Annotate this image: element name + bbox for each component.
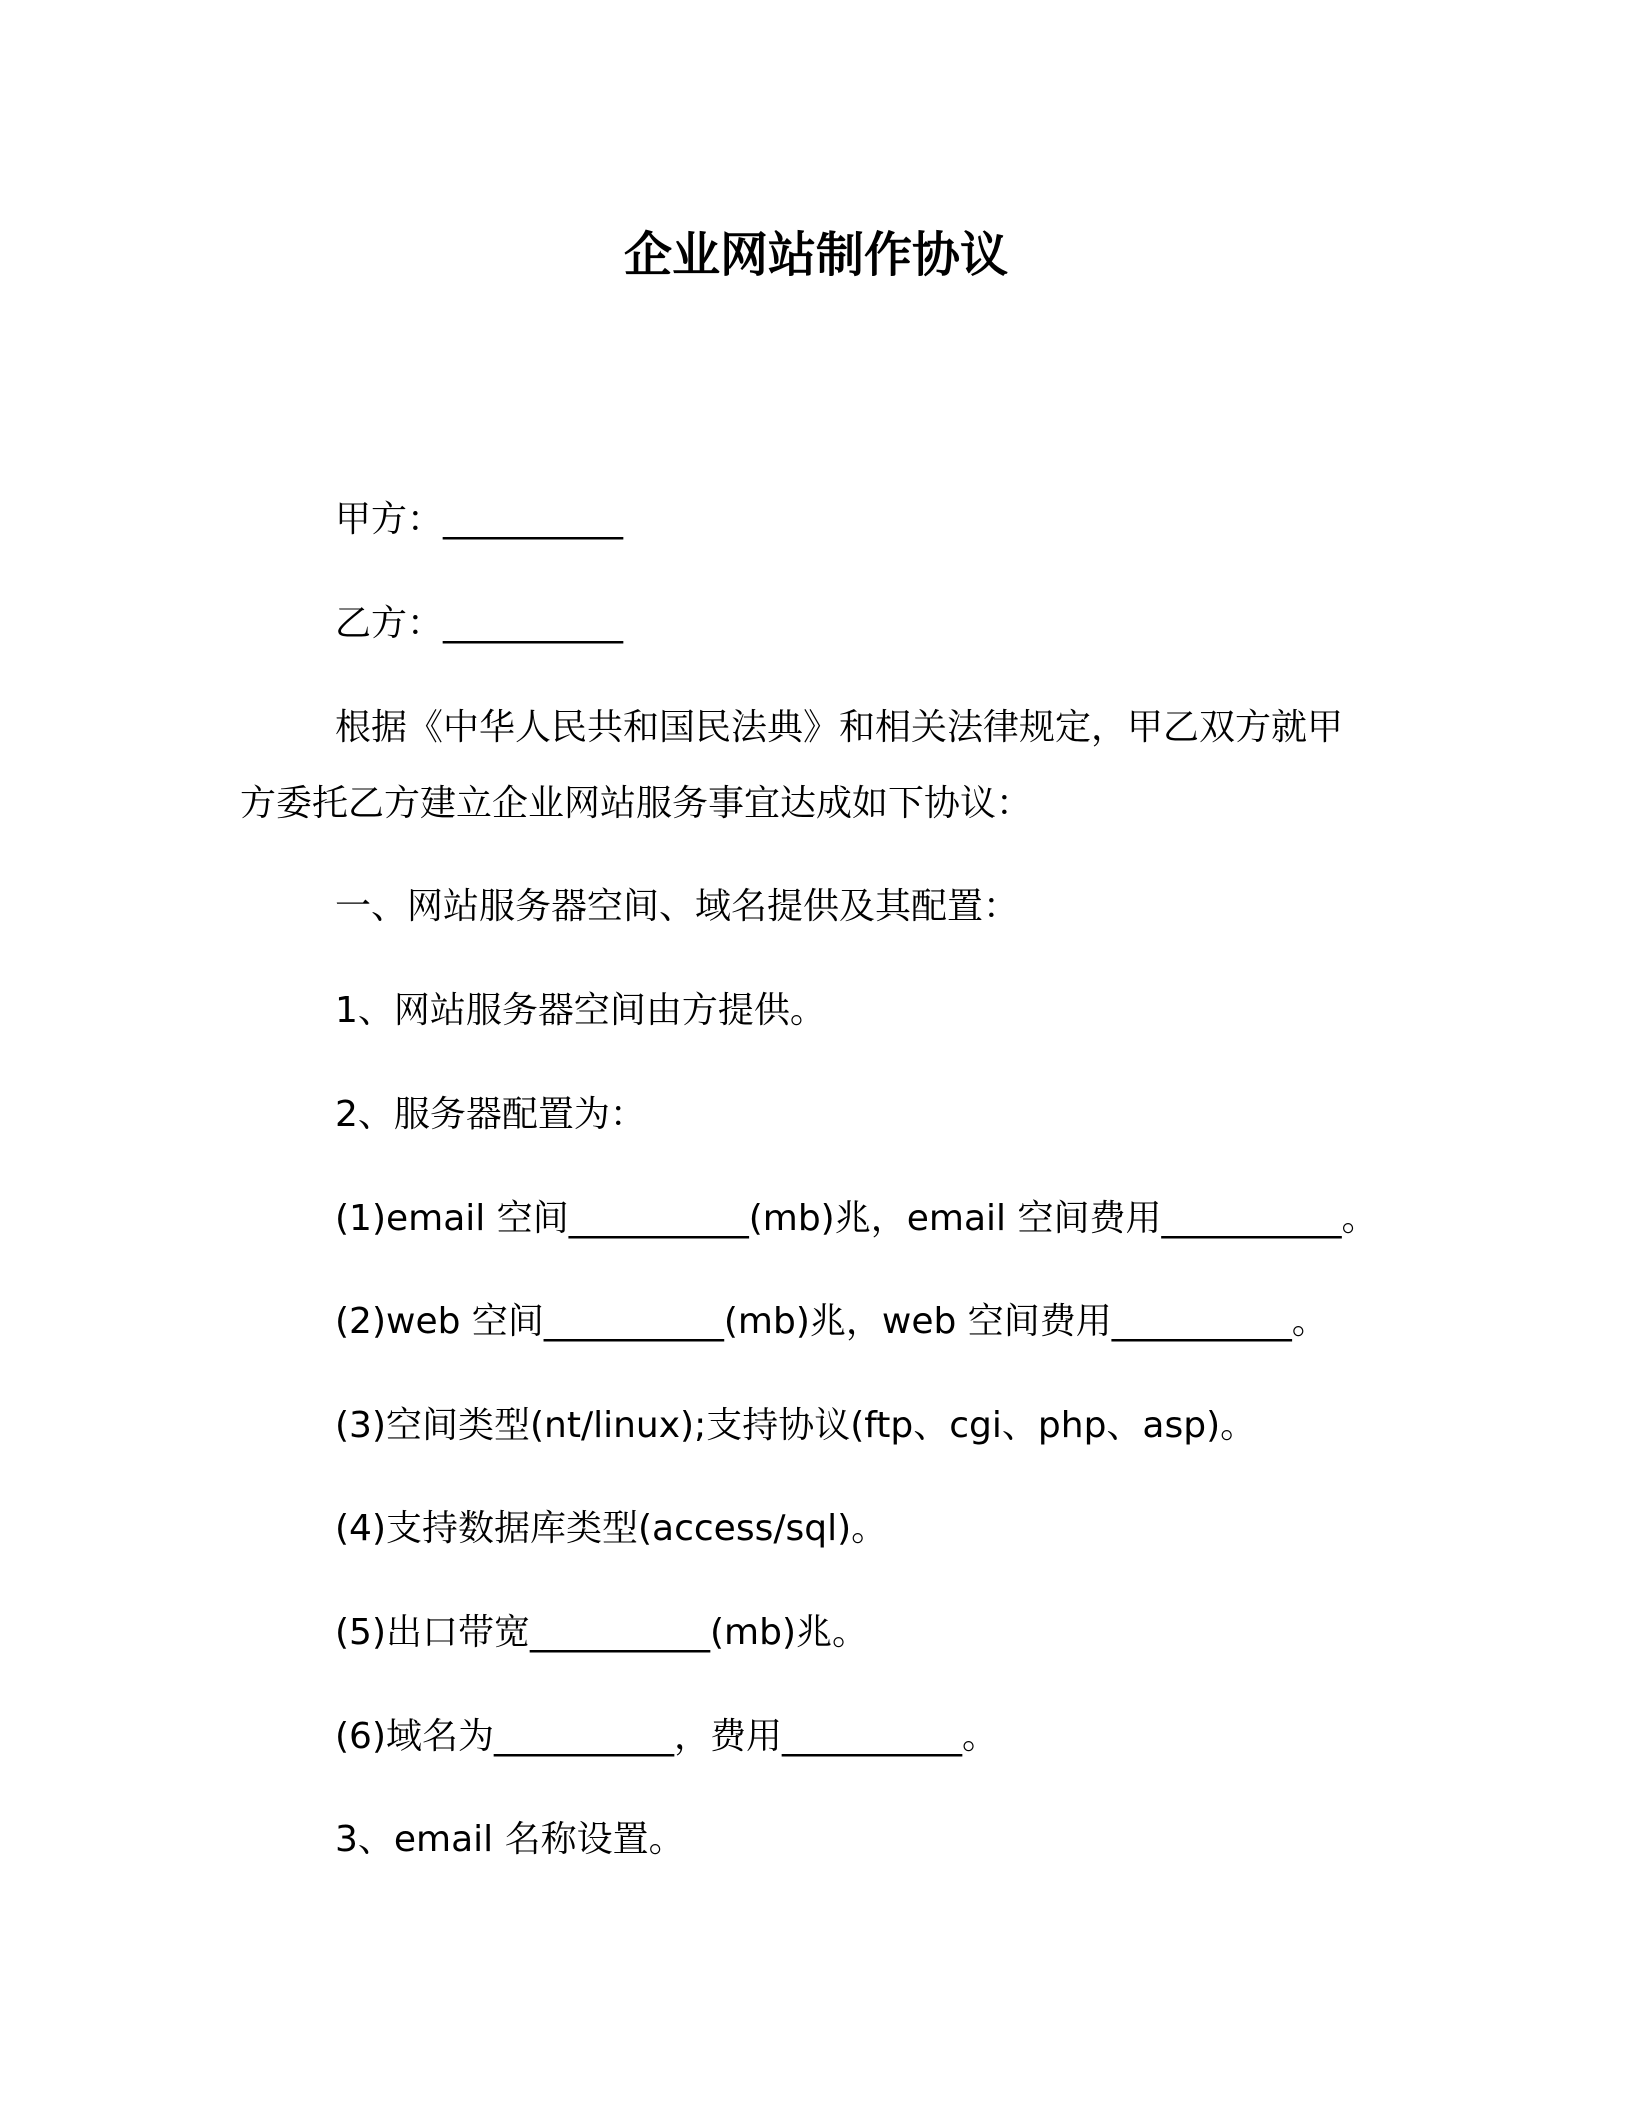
- config-item: (2)web 空间__________(mb)兆，web 空间费用__________。: [335, 1301, 1328, 1342]
- preamble-line-1: 根据《中华人民共和国民法典》和相关法律规定，甲乙双方就甲: [335, 707, 1344, 748]
- section-1-heading: 一、网站服务器空间、域名提供及其配置：: [335, 886, 1020, 927]
- config-item: (6)域名为__________，费用__________。: [335, 1716, 998, 1757]
- clause-item-1: 1、网站服务器空间由方提供。: [335, 990, 826, 1031]
- preamble-line-2: 方委托乙方建立企业网站服务事宜达成如下协议：: [240, 783, 1033, 824]
- document-title: 企业网站制作协议: [623, 227, 1008, 283]
- config-item: (4)支持数据库类型(access/sql)。: [335, 1508, 888, 1549]
- clause-item-2: 2、服务器配置为：: [335, 1094, 646, 1135]
- clause-item-3: 3、email 名称设置。: [335, 1819, 685, 1860]
- party-b-line: 乙方：__________: [335, 603, 624, 644]
- config-item: (1)email 空间__________(mb)兆，email 空间费用__________。: [335, 1198, 1378, 1239]
- config-item: (5)出口带宽__________(mb)兆。: [335, 1612, 869, 1653]
- party-a-line: 甲方：__________: [335, 499, 624, 540]
- config-item: (3)空间类型(nt/linux);支持协议(ftp、cgi、php、asp)。: [335, 1405, 1257, 1446]
